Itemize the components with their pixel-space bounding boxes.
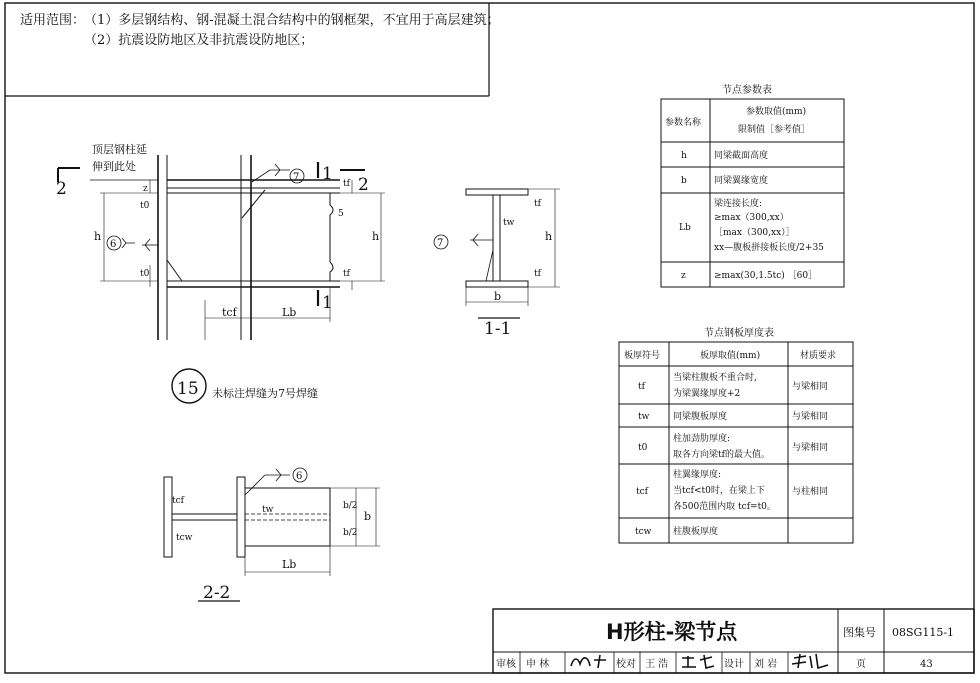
node-parameter-table xyxy=(661,83,844,287)
node-row-lb-line-1: 梁连接长度: xyxy=(714,199,763,209)
s11-label-tw: tw xyxy=(503,218,515,228)
check-label: 校对 xyxy=(616,659,636,670)
s22-label-b: b xyxy=(364,510,372,523)
atlas-label: 图集号 xyxy=(843,626,876,639)
scope-label: 适用范围： xyxy=(20,13,86,28)
scope-line-2: （2）抗震设防地区及非抗震设防地区； xyxy=(84,33,314,48)
s11-label-h: h xyxy=(545,230,553,243)
plate-row-tf-line-1: 当梁柱腹板不重合时, xyxy=(673,373,757,383)
s22-title: 2-2 xyxy=(203,583,231,603)
label-lb: Lb xyxy=(282,306,297,319)
title-block xyxy=(493,609,974,673)
s22-weld-6-number: 6 xyxy=(296,471,303,482)
review-label: 审核 xyxy=(496,659,516,670)
plate-row-t0-symbol: t0 xyxy=(638,443,648,453)
node-row-lb-name: Lb xyxy=(679,223,691,233)
plate-row-t0-line-1: 柱加劲肋厚度: xyxy=(673,434,731,444)
label-5: 5 xyxy=(338,209,344,219)
plate-row-tcf-symbol: tcf xyxy=(636,487,648,497)
plate-row-tcf-material: 与柱相同 xyxy=(792,487,829,497)
plate-row-tf-material: 与梁相同 xyxy=(792,382,829,392)
plate-row-tcw-line-1: 柱腹板厚度 xyxy=(673,527,719,537)
s22-label-b2-bottom: b/2 xyxy=(343,528,358,538)
section-1-1 xyxy=(466,189,560,318)
scope-line-1: （1）多层钢结构、钢-混凝土混合结构中的钢框架，不宜用于高层建筑； xyxy=(84,13,500,28)
s11-label-b: b xyxy=(494,290,502,303)
scope-note xyxy=(5,3,500,96)
plate-row-tf-symbol: tf xyxy=(638,382,645,392)
s11-weld-7-number: 7 xyxy=(437,238,444,249)
s22-label-tw: tw xyxy=(262,505,274,515)
plate-row-t0-material: 与梁相同 xyxy=(792,443,829,453)
atlas-number: 08SG115-1 xyxy=(892,626,955,639)
check-name: 王 浩 xyxy=(645,659,669,670)
s22-label-tcw: tcw xyxy=(176,533,193,543)
node-row-lb-line-4: xx—腹板拼接板长度/2+35 xyxy=(714,243,824,253)
cut-mark-right: 2 xyxy=(358,175,369,195)
node-row-b-value: 同梁翼缘宽度 xyxy=(714,176,769,186)
extension-note-line-2: 伸到此处 xyxy=(92,160,136,173)
label-tf-bottom: tf xyxy=(343,269,350,279)
node-row-h-name: h xyxy=(681,151,687,161)
plate-row-tw-material: 与梁相同 xyxy=(792,412,829,422)
s22-label-lb: Lb xyxy=(282,558,297,571)
plate-row-tw-line-1: 同梁腹板厚度 xyxy=(673,412,728,422)
review-name: 申 林 xyxy=(526,659,550,670)
node-row-z-name: z xyxy=(681,271,686,281)
plate-row-tf-line-2: 为梁翼缘厚度+2 xyxy=(673,389,741,399)
design-name: 刘 岩 xyxy=(754,659,778,670)
node-table-caption: 节点参数表 xyxy=(722,85,772,96)
label-t0-top: t0 xyxy=(140,201,150,211)
plate-table-header-material: 材质要求 xyxy=(800,351,837,361)
design-signature xyxy=(792,654,828,668)
plate-row-t0-line-2: 取各方向梁tf的最大值。 xyxy=(673,450,770,460)
review-signature xyxy=(571,655,606,668)
cut-mark-bottom: 1 xyxy=(322,293,333,313)
node-row-lb-line-2: ≥max（300,xx） xyxy=(714,213,789,223)
elevation-labels xyxy=(56,142,379,319)
label-h-left: h xyxy=(94,230,102,243)
plate-table-caption: 节点钢板厚度表 xyxy=(704,328,774,339)
extension-note-line-1: 顶层钢柱延 xyxy=(92,143,147,156)
detail-marker xyxy=(172,369,318,403)
plate-row-tcf-line-3: 各500范围内取 tcf=t0。 xyxy=(673,502,776,512)
page-number: 43 xyxy=(920,659,933,670)
cut-mark-left: 2 xyxy=(56,179,67,199)
node-table-header-name: 参数名称 xyxy=(665,118,702,128)
check-signature xyxy=(682,655,714,668)
detail-note: 未标注焊缝为7号焊缝 xyxy=(212,387,318,400)
plate-row-tw-symbol: tw xyxy=(638,412,650,422)
node-table-header-value-1: 参数取值(mm) xyxy=(746,107,807,117)
s11-title: 1-1 xyxy=(484,319,512,339)
s22-label-tcf: tcf xyxy=(172,496,184,506)
weld-7-number: 7 xyxy=(293,172,300,183)
plate-row-tcf-line-1: 柱翼缘厚度: xyxy=(673,470,722,480)
label-z: z xyxy=(143,184,148,194)
node-row-h-value: 同梁截面高度 xyxy=(714,151,769,161)
cut-mark-top: 1 xyxy=(322,164,333,184)
label-tf-top: tf xyxy=(343,179,350,189)
page-label: 页 xyxy=(856,659,866,670)
plate-thickness-table xyxy=(619,326,853,543)
s11-label-tf-bottom: tf xyxy=(534,269,541,279)
node-row-b-name: b xyxy=(681,176,687,186)
drawing-title: H形柱-梁节点 xyxy=(606,620,738,644)
label-h-right: h xyxy=(372,230,380,243)
node-row-z-value: ≥max(30,1.5tc) ［60］ xyxy=(714,271,818,281)
detail-number: 15 xyxy=(177,379,199,399)
s11-label-tf-top: tf xyxy=(534,199,541,209)
label-t0-bottom: t0 xyxy=(140,269,150,279)
design-label: 设计 xyxy=(724,659,744,670)
plate-table-header-symbol: 板厚符号 xyxy=(624,351,661,361)
plate-table-header-value: 板厚取值(mm) xyxy=(700,351,761,361)
label-tcf: tcf xyxy=(222,306,237,319)
weld-6-number: 6 xyxy=(110,239,117,250)
plate-row-tcw-symbol: tcw xyxy=(635,527,652,537)
node-table-header-value-2: 限制值［参考值］ xyxy=(738,125,811,135)
s22-label-b2-top: b/2 xyxy=(343,501,358,511)
node-row-lb-line-3: ［max（300,xx）］ xyxy=(714,228,795,238)
plate-row-tcf-line-2: 当tcf<t0时，在梁上下 xyxy=(673,486,765,496)
